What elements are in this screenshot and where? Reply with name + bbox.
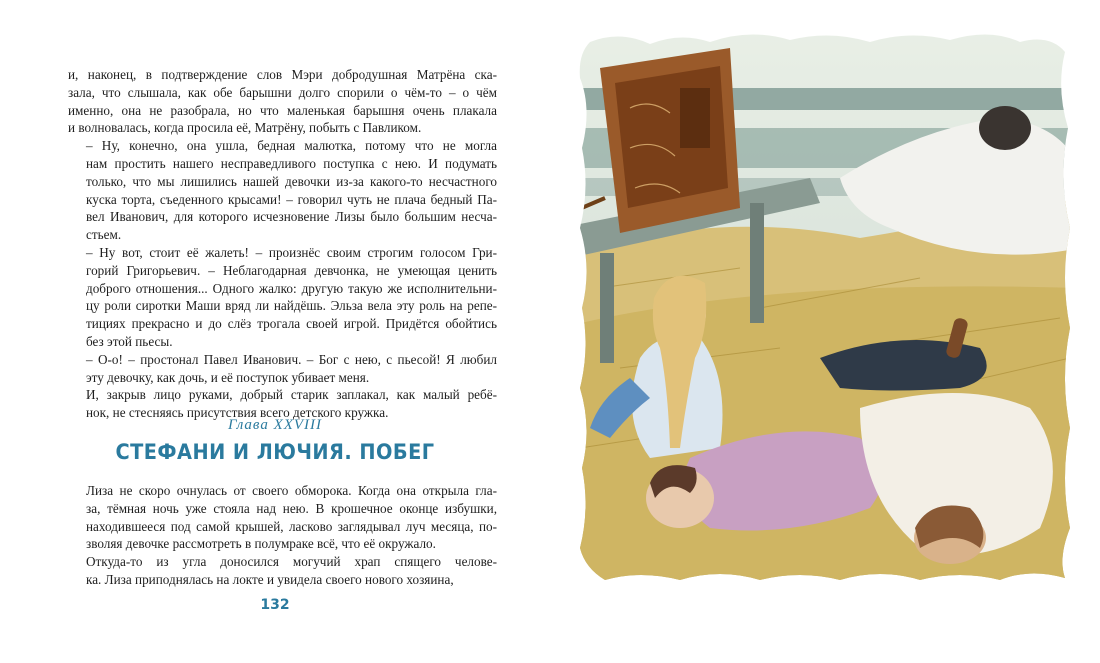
text-line: – Ну, конечно, она ушла, бедная малютка, потому что не могла — [86, 138, 497, 154]
text-line: без этой пьесы. — [86, 333, 173, 349]
text-line: стьем. — [86, 227, 122, 243]
illustration-image — [560, 28, 1080, 588]
text-line: Откуда-то из угла доносился могучий храп спящего челове- — [86, 554, 497, 570]
paragraph — [68, 482, 497, 553]
text-line: доброго отношения... Одного жалко: другую такую же исполнительни- — [86, 280, 497, 296]
text-line: горий Григорьевич. – Неблагодарная девчонка, не умеющая ценить — [86, 262, 497, 278]
paragraph — [68, 351, 497, 387]
text-line: нок, не стесняясь присутствия всего детского кружка. — [86, 405, 389, 421]
text-line: и, наконец, в подтверждение слов Мэри добродушная Матрёна ска- — [68, 67, 497, 82]
text-line: – О-о! – простонал Павел Иванович. – Бог с нею, с пьесой! Я любил — [86, 351, 497, 367]
text-line: тициях прекрасно и до слёз трогала своей игрой. Придётся обойтись — [86, 316, 497, 332]
text-line: находившееся под самой крышей, ласково заглядывал луч месяца, по- — [86, 518, 497, 534]
chapter-label: Глава XXVIII — [227, 417, 323, 433]
paragraph — [68, 66, 497, 137]
text-line: – Ну вот, стоит её жалеть! – произнёс своим строгим голосом Гри- — [86, 244, 497, 260]
text-line: цу роли сиротки Маши вряд ли найдёшь. Эльза вела эту роль на репе- — [86, 298, 497, 314]
body-text-bottom — [68, 482, 497, 589]
text-line: зволяя девочке рассмотреть в полумраке всё, что её окружало. — [86, 536, 436, 552]
page-number: 132 — [260, 597, 290, 613]
chapter-title: СТЕФАНИ И ЛЮЧИЯ. ПОБЕГ — [115, 440, 435, 464]
body-text-top — [68, 66, 497, 422]
text-line: И, закрыв лицо руками, добрый старик заплакал, как малый ребё- — [86, 387, 497, 403]
paragraph — [68, 244, 497, 351]
text-line: ка. Лиза приподнялась на локте и увидела своего нового хозяина, — [86, 571, 454, 587]
text-line: и волновалась, когда просила её, Матрёну, побыть с Павликом. — [68, 120, 422, 136]
text-line: эту девочку, как дочь, и её поступок убивает меня. — [86, 369, 370, 385]
right-page — [560, 28, 1080, 588]
text-line: нам простить нашего несправедливого поступка с нею. И подумать — [86, 155, 497, 171]
paragraph — [68, 137, 497, 244]
text-line: вел Иванович, для которого исчезновение Лизы было большим несча- — [86, 209, 497, 225]
text-line: куска торта, съеденного крысами! – говорил чуть не плача бедный Па- — [86, 191, 497, 207]
text-line: Лиза не скоро очнулась от своего обморока. Когда она открыла гла- — [86, 483, 497, 498]
text-line: именно, она не разобрала, но что маленькая барышня очень плакала — [68, 102, 497, 118]
text-line: за, тёмная ночь уже стояла над нею. В крошечное оконце избушки, — [86, 500, 497, 516]
text-line: зала, что слышала, как обе барышни долго спорили о чём-то – о чём — [68, 84, 497, 100]
text-line: только, что мы лишились нашей девочки из-за какого-то несчастного — [86, 173, 497, 189]
paragraph — [68, 553, 497, 589]
